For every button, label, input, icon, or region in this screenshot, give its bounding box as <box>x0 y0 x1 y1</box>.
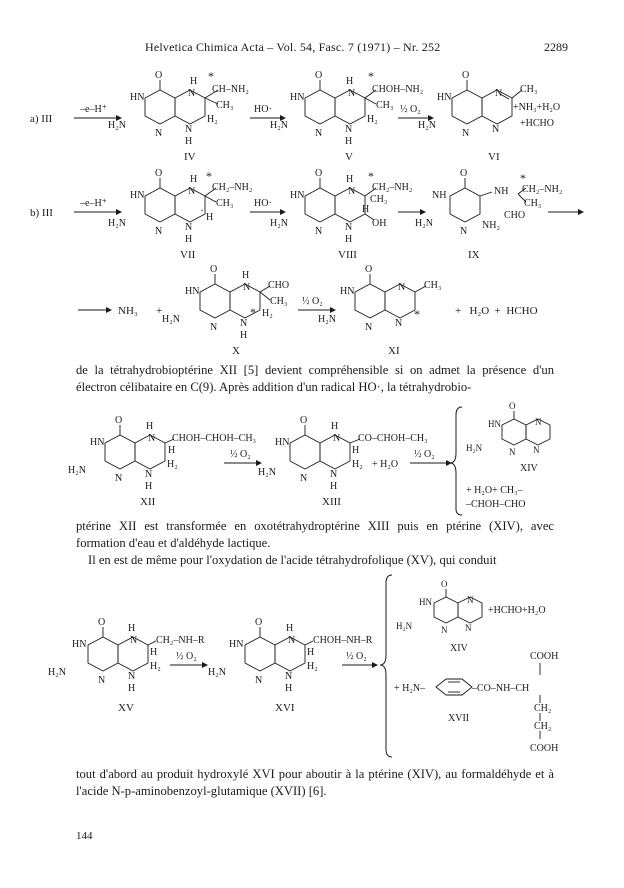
svg-text:N: N <box>348 186 356 197</box>
XII-chain: CHOH–CHOH–CH₃ <box>172 433 257 444</box>
label-XII: XII <box>140 496 156 508</box>
scheme-d <box>0 575 624 760</box>
svg-text:*: * <box>250 305 256 319</box>
svg-text:*: * <box>368 69 374 83</box>
XVII-ch2-1: CH₂ <box>534 703 552 714</box>
XVII-cooh-bottom: COOH <box>530 743 559 754</box>
scheme-b-step2: HO· <box>254 198 272 209</box>
svg-text:O: O <box>155 168 163 179</box>
svg-text:H: H <box>345 234 353 245</box>
label-XV: XV <box>118 702 134 714</box>
svg-text:N: N <box>330 469 338 480</box>
scheme-c-byproduct1: + H₂O+ CH₃– <box>466 485 523 496</box>
journal-citation: Helvetica Chimica Acta – Vol. 54, Fasc. 7 (1971) – Nr. 252 <box>145 40 441 54</box>
svg-text:O: O <box>462 70 470 81</box>
scheme-b2-arrow: ½ O₂ <box>302 296 323 307</box>
scheme-c-water: + H₂O <box>372 459 399 470</box>
svg-text:N: N <box>288 635 296 646</box>
svg-text:H: H <box>128 623 136 634</box>
svg-text:N: N <box>115 473 123 484</box>
XIII-chain: CO–CHOH–CH₃ <box>358 433 428 444</box>
svg-text:H: H <box>330 481 338 492</box>
svg-text:O: O <box>509 401 516 411</box>
scheme-c-byproduct2: –CHOH–CHO <box>466 499 526 510</box>
svg-text:N: N <box>255 675 263 686</box>
svg-text:H: H <box>345 136 353 147</box>
svg-text:N: N <box>345 124 353 135</box>
svg-text:HN: HN <box>488 419 501 429</box>
svg-text:H₂N: H₂N <box>208 667 226 678</box>
svg-text:N: N <box>188 88 196 99</box>
V-side-chain: CHOH–NH₂ <box>372 84 424 95</box>
svg-text:O: O <box>365 264 373 275</box>
svg-text:N: N <box>365 322 373 333</box>
scheme-d-arrow1: ½ O₂ <box>176 651 197 662</box>
IV-methyl: CH₃ <box>216 100 234 111</box>
compound-XIII <box>290 425 360 469</box>
svg-text:H₂: H₂ <box>307 661 318 672</box>
svg-text:HN: HN <box>130 190 145 201</box>
svg-text:H: H <box>146 421 154 432</box>
scheme-b-continued <box>0 264 624 360</box>
svg-text:N: N <box>467 595 474 605</box>
svg-text:N: N <box>98 675 106 686</box>
compound-XVII-ring <box>436 663 540 739</box>
label-XIII: XIII <box>322 496 341 508</box>
compound-XV <box>88 627 156 671</box>
svg-text:H: H <box>286 623 294 634</box>
label-XI: XI <box>388 345 400 357</box>
svg-text:H: H <box>240 330 248 341</box>
compound-XII <box>105 425 174 469</box>
scheme-d-top-byproducts: +HCHO+H₂O <box>488 605 546 616</box>
svg-text:N: N <box>495 88 503 99</box>
svg-text:H₂N: H₂N <box>466 443 483 453</box>
svg-text:N: N <box>345 222 353 233</box>
paragraph-2: ptérine XII est transformée en oxotétrahydroptérine XIII puis en ptérine (XIV), avec formation d'eau et d'aldéhyde lactique. <box>76 519 554 550</box>
svg-text:O: O <box>315 70 323 81</box>
svg-text:HN: HN <box>290 190 305 201</box>
svg-text:HN: HN <box>437 92 452 103</box>
svg-text:HN: HN <box>130 92 145 103</box>
compound-XVI <box>245 627 313 671</box>
svg-text:O: O <box>460 168 468 179</box>
svg-text:N: N <box>210 322 218 333</box>
svg-text:O: O <box>98 617 106 628</box>
svg-text:*: * <box>520 171 526 185</box>
svg-text:*: * <box>414 307 420 321</box>
label-XVII: XVII <box>448 713 470 724</box>
svg-text:HN: HN <box>275 437 290 448</box>
XVII-ch2-2: CH₂ <box>534 721 552 732</box>
svg-text:H₂: H₂ <box>352 459 363 470</box>
svg-text:H₂N: H₂N <box>258 467 276 478</box>
svg-text:N: N <box>315 128 323 139</box>
svg-text:H₂N: H₂N <box>396 621 413 631</box>
svg-text:HN: HN <box>290 92 305 103</box>
svg-text:N: N <box>315 226 323 237</box>
scheme-a-step3: ½ O₂ <box>400 104 421 115</box>
svg-text:HN: HN <box>340 286 355 297</box>
VII-methyl: CH₃ <box>216 198 234 209</box>
svg-text:N: N <box>492 124 500 135</box>
svg-text:H₂N: H₂N <box>108 218 126 229</box>
svg-text:H₂N: H₂N <box>48 667 66 678</box>
svg-text:*: * <box>206 169 212 183</box>
compound-V <box>305 80 376 124</box>
svg-text:H: H <box>331 421 339 432</box>
compound-XIV-d <box>434 589 482 623</box>
svg-text:*: * <box>208 69 214 83</box>
compound-VI <box>452 80 522 124</box>
svg-text:H: H <box>168 445 176 456</box>
label-XVI: XVI <box>275 702 295 714</box>
svg-text:N: N <box>285 671 293 682</box>
svg-text:H: H <box>206 212 214 223</box>
label-VII: VII <box>180 249 196 261</box>
svg-text:H: H <box>307 647 315 658</box>
scheme-a-byproducts: +NH₃+H₂O <box>513 102 561 113</box>
svg-text:N: N <box>240 318 248 329</box>
plus-sign: + <box>156 305 163 317</box>
XVI-chain: CHOH–NH–R <box>313 635 373 646</box>
svg-text:N: N <box>460 226 468 237</box>
svg-text:N: N <box>462 128 470 139</box>
VII-side-chain: CH₂–NH₂ <box>212 182 253 193</box>
scheme-c-arrow2: ½ O₂ <box>414 449 435 460</box>
svg-text:N: N <box>395 318 403 329</box>
IX-methyl: CH₃ <box>524 198 542 209</box>
scheme-b2-byproducts: + H₂O + HCHO <box>455 305 538 317</box>
svg-text:O: O <box>255 617 263 628</box>
svg-text:H₂N: H₂N <box>270 120 288 131</box>
IX-chain: CH₂–NH₂ <box>522 184 563 195</box>
scheme-d-arrow2: ½ O₂ <box>346 651 367 662</box>
svg-text:N: N <box>130 635 138 646</box>
svg-text:HN: HN <box>419 597 432 607</box>
svg-text:H: H <box>128 683 136 694</box>
svg-text:N: N <box>398 282 406 293</box>
IX-cho: CHO <box>504 210 526 221</box>
scheme-b-label: b) III <box>30 207 53 219</box>
svg-text:H: H <box>150 647 158 658</box>
svg-text:O: O <box>441 579 448 589</box>
label-IV: IV <box>184 151 196 163</box>
scheme-a-hcho: +HCHO <box>520 118 554 129</box>
scheme-a-step1: –e–H⁺ <box>80 104 107 115</box>
svg-text:H: H <box>190 76 198 87</box>
XI-methyl: CH₃ <box>424 280 442 291</box>
svg-text:H: H <box>190 174 198 185</box>
compound-VIII <box>305 178 376 222</box>
footer-signature: 144 <box>76 830 93 842</box>
label-VIII: VIII <box>338 249 357 261</box>
scheme-c-arrow1: ½ O₂ <box>230 449 251 460</box>
label-XIV-d: XIV <box>450 643 468 654</box>
XV-chain: CH₂–NH–R <box>156 635 205 646</box>
svg-text:H₂: H₂ <box>150 661 161 672</box>
XVII-h2n: + H₂N– <box>394 683 426 694</box>
nh3-product: NH₃ <box>118 305 138 317</box>
svg-text:H: H <box>346 174 354 185</box>
svg-text:O: O <box>210 264 218 275</box>
svg-text:O: O <box>155 70 163 81</box>
svg-text:H: H <box>242 270 250 281</box>
svg-text:N: N <box>333 433 341 444</box>
svg-text:H: H <box>346 76 354 87</box>
svg-text:N: N <box>533 445 540 455</box>
svg-text:H₂N: H₂N <box>162 314 180 325</box>
svg-text:H: H <box>145 481 153 492</box>
page-number: 2289 <box>544 40 568 54</box>
svg-text:H₂N: H₂N <box>318 314 336 325</box>
svg-text:NH: NH <box>432 190 447 201</box>
paragraph-3: Il en est de même pour l'oxydation de l'acide tétrahydrofolique (XV), qui conduit <box>88 553 497 567</box>
svg-text:H₂: H₂ <box>207 114 218 125</box>
svg-text:O: O <box>300 415 308 426</box>
svg-text:N: N <box>348 88 356 99</box>
svg-text:H₂N: H₂N <box>418 120 436 131</box>
svg-text:*: * <box>368 169 374 183</box>
svg-text:·: · <box>200 203 204 217</box>
VIII-oh: OH <box>372 218 387 229</box>
scheme-c <box>0 401 624 515</box>
IV-side-chain: CH–NH₂ <box>212 84 249 95</box>
svg-text:N: N <box>509 447 516 457</box>
scheme-a <box>0 70 624 170</box>
XVII-cooh-top: COOH <box>530 651 559 662</box>
svg-text:N: N <box>148 433 156 444</box>
paragraph-4: tout d'abord au produit hydroxylé XVI pour aboutir à la ptérine (XIV), au formaldéhyde et à l'acide N-p-aminobenzoyl-glutamique (XVII) [6]. <box>76 767 554 798</box>
svg-text:H: H <box>362 204 370 215</box>
svg-text:HN: HN <box>90 437 105 448</box>
paragraph-1: de la tétrahydrobioptérine XII [5] devient compréhensible si on admet la présence d'un électron célibataire en C(9). Après addition d'un radical HO·, la tétrahydrobio- <box>76 363 554 394</box>
svg-text:N: N <box>188 186 196 197</box>
label-V: V <box>345 151 353 163</box>
svg-text:H₂N: H₂N <box>108 120 126 131</box>
svg-text:H₂N: H₂N <box>270 218 288 229</box>
svg-text:N: N <box>185 124 193 135</box>
svg-text:N: N <box>145 469 153 480</box>
X-cho: CHO <box>268 280 290 291</box>
VI-methyl: CH₃ <box>520 84 538 95</box>
scheme-b-step1: –e–H⁺ <box>80 198 107 209</box>
XVII-amide: –CO–NH–CH <box>472 683 530 694</box>
svg-text:O: O <box>315 168 323 179</box>
svg-text:H: H <box>352 445 360 456</box>
svg-text:H₂: H₂ <box>262 308 273 319</box>
svg-text:H₂N: H₂N <box>68 465 86 476</box>
label-IX: IX <box>468 249 480 261</box>
svg-text:H: H <box>285 683 293 694</box>
svg-text:N: N <box>243 282 251 293</box>
label-XIV-c: XIV <box>520 463 538 474</box>
svg-text:H₂: H₂ <box>367 114 378 125</box>
svg-text:HN: HN <box>185 286 200 297</box>
svg-text:O: O <box>115 415 123 426</box>
VIII-methyl: CH₃ <box>370 194 388 205</box>
svg-text:N: N <box>185 222 193 233</box>
svg-text:N: N <box>300 473 308 484</box>
svg-text:HN: HN <box>72 639 87 650</box>
compound-X <box>200 274 270 318</box>
label-VI: VI <box>488 151 500 163</box>
svg-text:N: N <box>441 625 448 635</box>
svg-text:H₂N: H₂N <box>415 218 433 229</box>
svg-text:HN: HN <box>229 639 244 650</box>
svg-text:N: N <box>128 671 136 682</box>
svg-text:H₂: H₂ <box>167 459 178 470</box>
IX-nh: NH <box>494 186 509 197</box>
svg-text:N: N <box>155 128 163 139</box>
svg-text:H: H <box>185 136 193 147</box>
IX-nh2: NH₂ <box>482 220 500 231</box>
V-methyl: CH₃ <box>376 100 394 111</box>
svg-text:H: H <box>185 234 193 245</box>
svg-text:N: N <box>535 417 542 427</box>
svg-text:N: N <box>465 623 472 633</box>
svg-text:N: N <box>155 226 163 237</box>
compound-XIV-c <box>502 411 550 445</box>
label-X: X <box>232 345 240 357</box>
X-methyl: CH₃ <box>270 296 288 307</box>
scheme-a-label: a) III <box>30 113 53 125</box>
scheme-b <box>0 168 624 272</box>
scheme-a-step2: HO· <box>254 104 272 115</box>
VIII-side-chain: CH₂–NH₂ <box>372 182 413 193</box>
